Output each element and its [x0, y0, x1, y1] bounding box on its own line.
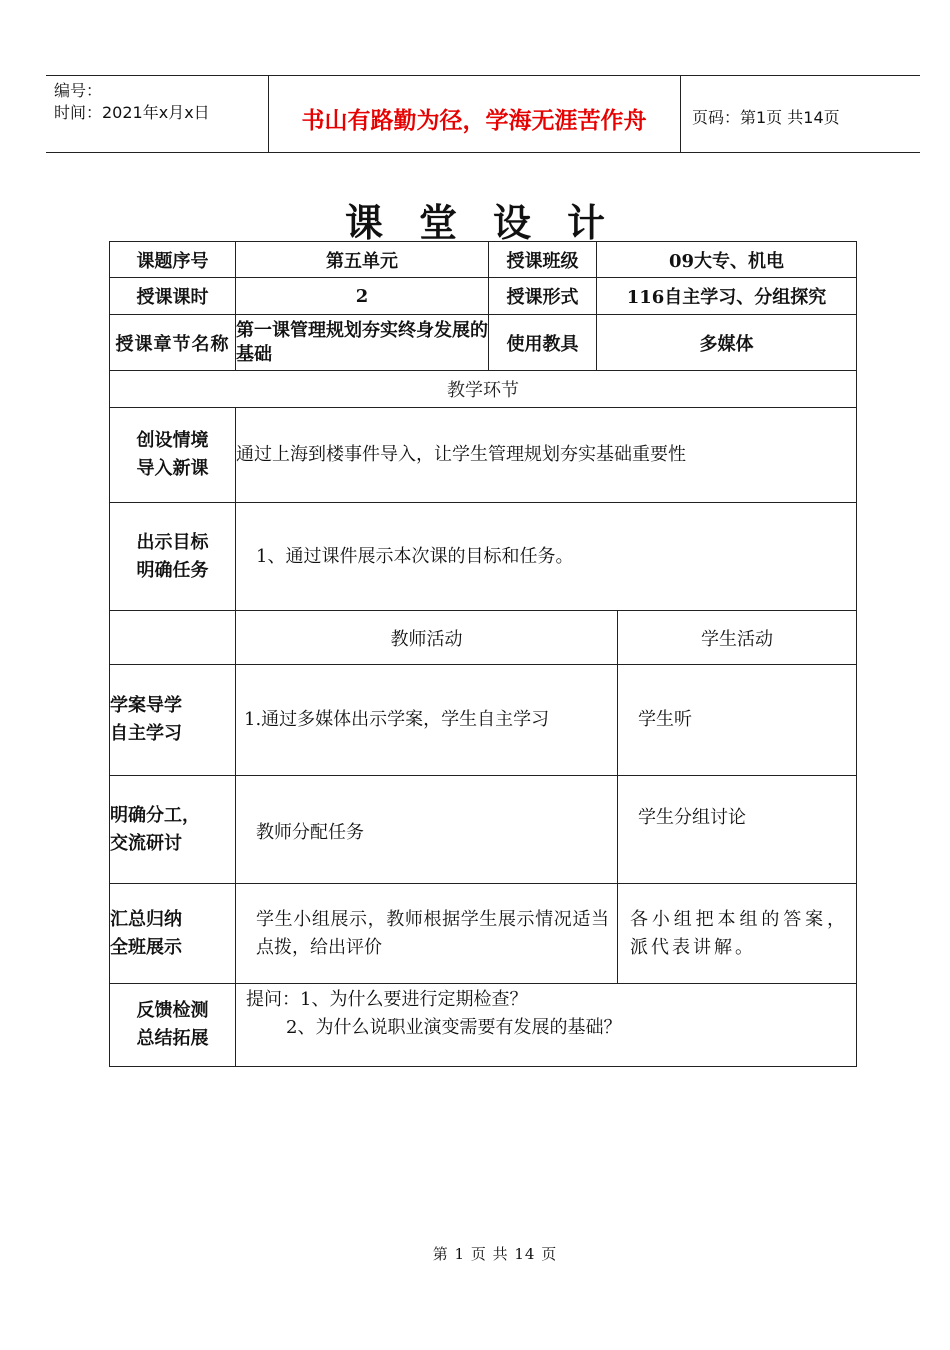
lesson-plan-table: [109, 241, 857, 1067]
phase-label-division: 明确分工， 交流研讨: [110, 776, 236, 884]
student-activity-header: 学生活动: [618, 611, 857, 665]
topic-no-value: 第五单元: [236, 242, 489, 278]
guide-student-text: 学生听: [618, 665, 857, 776]
goal-text: 1、通过课件展示本次课的目标和任务。: [236, 503, 857, 611]
phase-label-intro: 创设情境 导入新课: [110, 408, 236, 503]
phase-label-guide: 学案导学 自主学习: [110, 665, 236, 776]
feedback-questions: [236, 984, 857, 1067]
division-teacher-text: 教师分配任务: [236, 776, 618, 884]
phase-label-goal: 出示目标 明确任务: [110, 503, 236, 611]
header-motto: 书山有路勤为径，学海无涯苦作舟: [301, 107, 647, 134]
table-row: [110, 315, 857, 371]
table-row: [110, 884, 857, 984]
form-value: 116自主学习、分组探究: [597, 278, 857, 315]
table-row: [110, 984, 857, 1067]
aids-label: 使用教具: [489, 315, 597, 371]
table-row: [110, 371, 857, 408]
time-line: 时间：2021年x月x日: [54, 103, 210, 122]
chapter-value: 第一课管理规划夯实终身发展的基础: [236, 315, 489, 371]
header-divider: [680, 76, 681, 152]
table-row: [110, 242, 857, 278]
class-label: 授课班级: [489, 242, 597, 278]
phase-label-feedback: 反馈检测 总结拓展: [110, 984, 236, 1067]
chapter-label: 授课章节名称: [110, 315, 236, 371]
summary-teacher-text: 学生小组展示，教师根据学生展示情况适当点拨，给出评价: [236, 884, 618, 984]
summary-student-text: 各小组把本组的答案，派代表讲解。: [618, 884, 857, 984]
guide-teacher-text: 1.通过多媒体出示学案，学生自主学习: [236, 665, 618, 776]
class-value: 09大专、机电: [597, 242, 857, 278]
division-student-text: 学生分组讨论: [618, 776, 857, 884]
topic-no-label: 课题序号: [110, 242, 236, 278]
feedback-question-1: 提问：1、为什么要进行定期检查？: [246, 989, 528, 1010]
table-row: [110, 611, 857, 665]
aids-value: 多媒体: [597, 315, 857, 371]
feedback-question-2: 2、为什么说职业演变需要有发展的基础？: [286, 1017, 622, 1038]
form-label: 授课形式: [489, 278, 597, 315]
document-title: 课堂设计: [344, 200, 641, 245]
number-label: 编号：: [54, 81, 103, 100]
page-header: [46, 75, 920, 153]
page-footer: 第 1 页 共 14 页: [432, 1245, 558, 1263]
table-row: [110, 278, 857, 315]
teacher-activity-header: 教师活动: [236, 611, 618, 665]
phase-label-summary: 汇总归纳 全班展示: [110, 884, 236, 984]
table-row: [110, 776, 857, 884]
table-row: [110, 408, 857, 503]
hours-value: 2: [236, 278, 489, 315]
header-meta: [54, 80, 210, 124]
table-row: [110, 665, 857, 776]
table-row: [110, 503, 857, 611]
empty-cell: [110, 611, 236, 665]
intro-text: 通过上海到楼事件导入，让学生管理规划夯实基础重要性: [236, 408, 857, 503]
section-title: 教学环节: [110, 371, 857, 408]
hours-label: 授课课时: [110, 278, 236, 315]
header-page-code: 页码：第1页 共14页: [692, 108, 840, 127]
